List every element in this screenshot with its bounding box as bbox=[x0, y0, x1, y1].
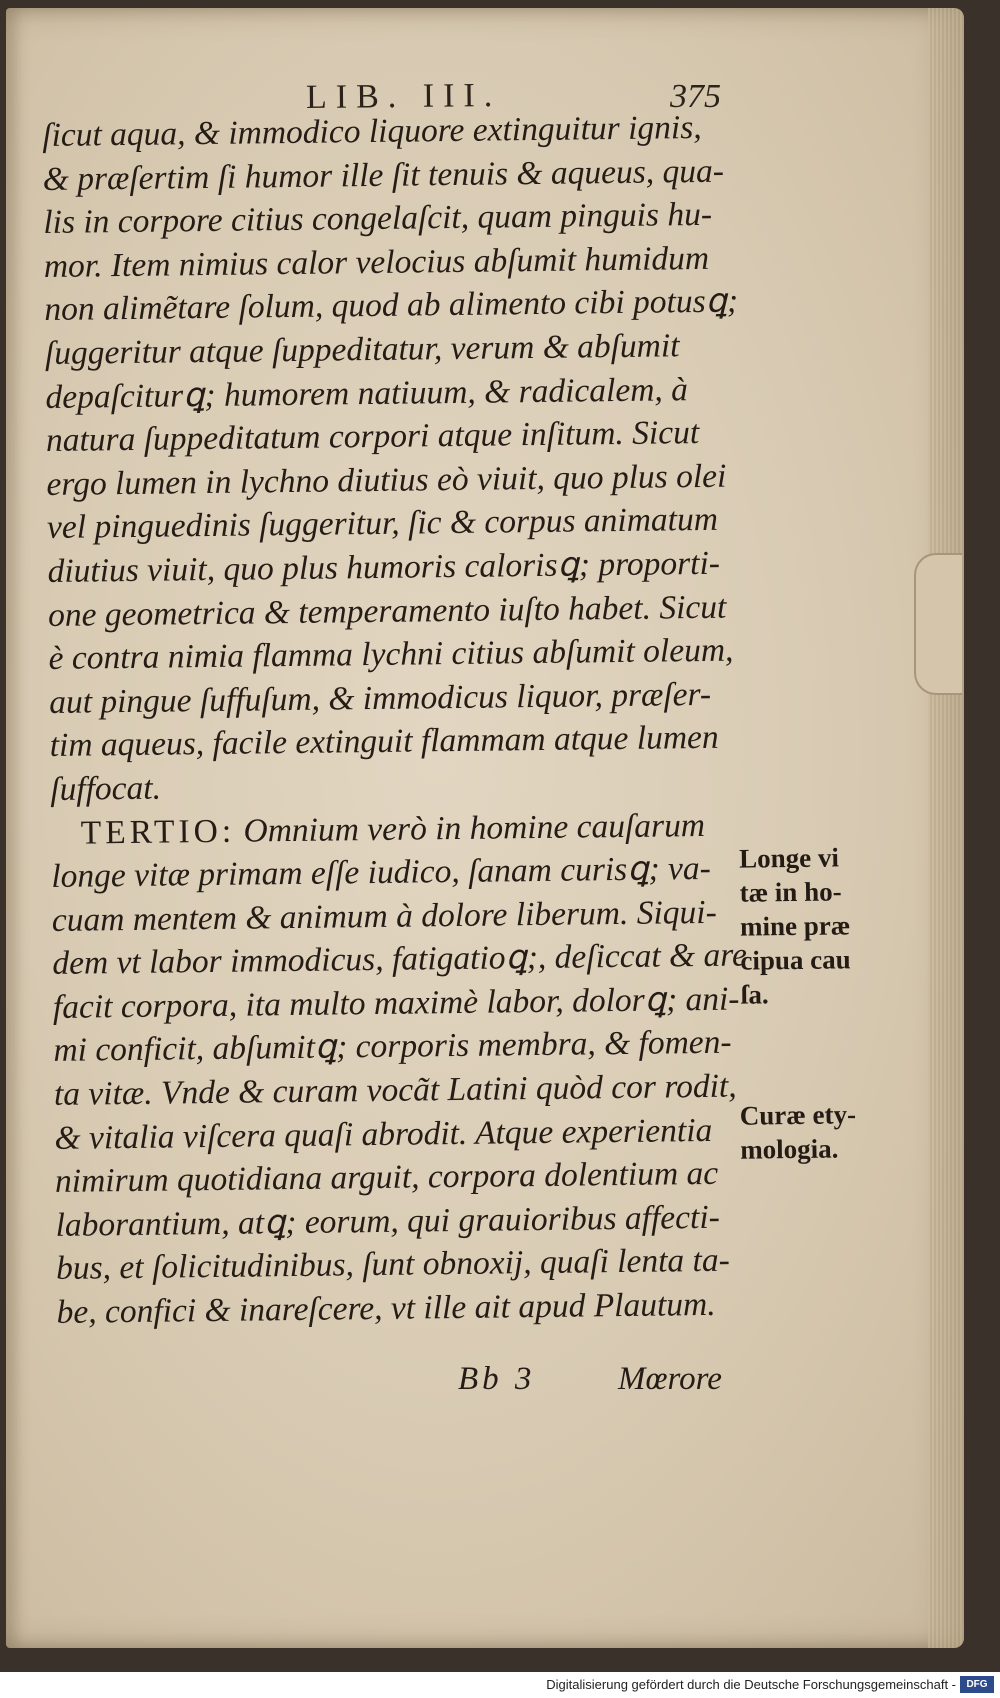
text-line: non alimẽtare ſolum, quod ab alimento cibi potusꝗ; bbox=[44, 282, 739, 329]
text-line: vel pinguedinis ſuggeritur, ſic & corpus animatum bbox=[46, 501, 719, 547]
page-footer bbox=[6, 1361, 964, 1405]
text-line: nimirum quotidiana arguit, corpora dolentium ac bbox=[54, 1155, 719, 1201]
text-line: ſuffocat. bbox=[50, 769, 162, 808]
text-line: one geometrica & temperamento iuſto habet. Sicut bbox=[47, 588, 727, 634]
margin-note-line: Curæ ety- bbox=[739, 1099, 857, 1131]
margin-note-longevity bbox=[739, 840, 851, 1011]
catchword: Mœrore bbox=[618, 1361, 722, 1397]
margin-note-line: tæ in ho- bbox=[739, 876, 842, 908]
text-line: facit corpora, ita multo maximè labor, dolorꝗ; ani- bbox=[52, 980, 740, 1026]
page-number: 375 bbox=[670, 78, 721, 115]
book-page bbox=[6, 8, 964, 1648]
text-line: ergo lumen in lychno diutius eò viuit, quo plus olei bbox=[46, 457, 727, 503]
page-tab-marker bbox=[914, 553, 962, 695]
margin-note-line: cipua cau bbox=[740, 944, 851, 976]
running-head: LIB. III. bbox=[305, 76, 502, 117]
text-line: tim aqueus, facile extinguit flammam atque lumen bbox=[49, 719, 719, 765]
text-line: ta vitæ. Vnde & curam vocãt Latini quòd cor rodit, bbox=[53, 1067, 737, 1113]
funding-credit: Digitalisierung gefördert durch die Deutsche Forschungsgemeinschaft - bbox=[546, 1677, 956, 1692]
text-line: mor. Item nimius calor velocius abſumit humidum bbox=[43, 239, 710, 285]
paragraph-lead-rest: Omnium verò in homine cauſarum bbox=[234, 806, 706, 850]
margin-note-line: mologia. bbox=[740, 1133, 839, 1165]
margin-note-line: mine præ bbox=[739, 910, 851, 942]
text-line: natura ſuppeditatum corpori atque inſitum. Sicut bbox=[45, 414, 700, 460]
text-line: ſuggeritur atque ſuppeditatur, verum & abſumit bbox=[44, 327, 680, 372]
paragraph-lead: TERTIO: bbox=[80, 812, 236, 852]
text-line: be, confici & inareſcere, vt ille ait apud Plautum. bbox=[56, 1285, 716, 1331]
text-line: depaſciturꝗ; humorem natiuum, & radicalem, à bbox=[45, 370, 689, 416]
text-line: & præſertim ſi humor ille ſit tenuis & aqueus, qua- bbox=[42, 152, 725, 198]
margin-note-line: Longe vi bbox=[738, 842, 840, 874]
text-line: aut pingue ſuffuſum, & immodicus liquor, præſer- bbox=[48, 675, 712, 721]
text-line: cuam mentem & animum à dolore liberum. Siqui- bbox=[51, 893, 717, 939]
text-line: diutius viuit, quo plus humoris calorisꝗ; proporti- bbox=[47, 544, 721, 590]
text-line: è contra nimia flamma lychni citius abſumit oleum, bbox=[48, 631, 734, 678]
text-line: dem vt labor immodicus, fatigatioꝗ;, deſiccat & are bbox=[52, 936, 748, 983]
text-line: lis in corpore citius congelaſcit, quam pinguis hu- bbox=[43, 196, 713, 242]
text-line: longe vitæ primam eſſe iudico, ſanam curisꝗ; va- bbox=[51, 849, 712, 896]
margin-note-line: ſa. bbox=[740, 979, 769, 1010]
text-line: & vitalia viſcera quaſi abrodit. Atque experientia bbox=[54, 1111, 713, 1157]
text-line: mi conficit, abſumitꝗ; corporis membra, & fomen- bbox=[53, 1024, 732, 1070]
text-line: bus, et ſolicitudinibus, ſunt obnoxij, quaſi lenta ta- bbox=[55, 1242, 730, 1288]
text-line: ſicut aqua, & immodico liquore extinguitur ignis, bbox=[42, 108, 702, 154]
text-line: laborantium, atꝗ; eorum, qui grauioribus affecti- bbox=[55, 1198, 721, 1244]
margin-note-etymology bbox=[740, 1097, 857, 1166]
body-text bbox=[42, 105, 777, 1334]
dfg-logo: DFG bbox=[960, 1676, 994, 1693]
signature-mark: Bb 3 bbox=[458, 1361, 536, 1397]
credit-bar bbox=[0, 1672, 1000, 1698]
